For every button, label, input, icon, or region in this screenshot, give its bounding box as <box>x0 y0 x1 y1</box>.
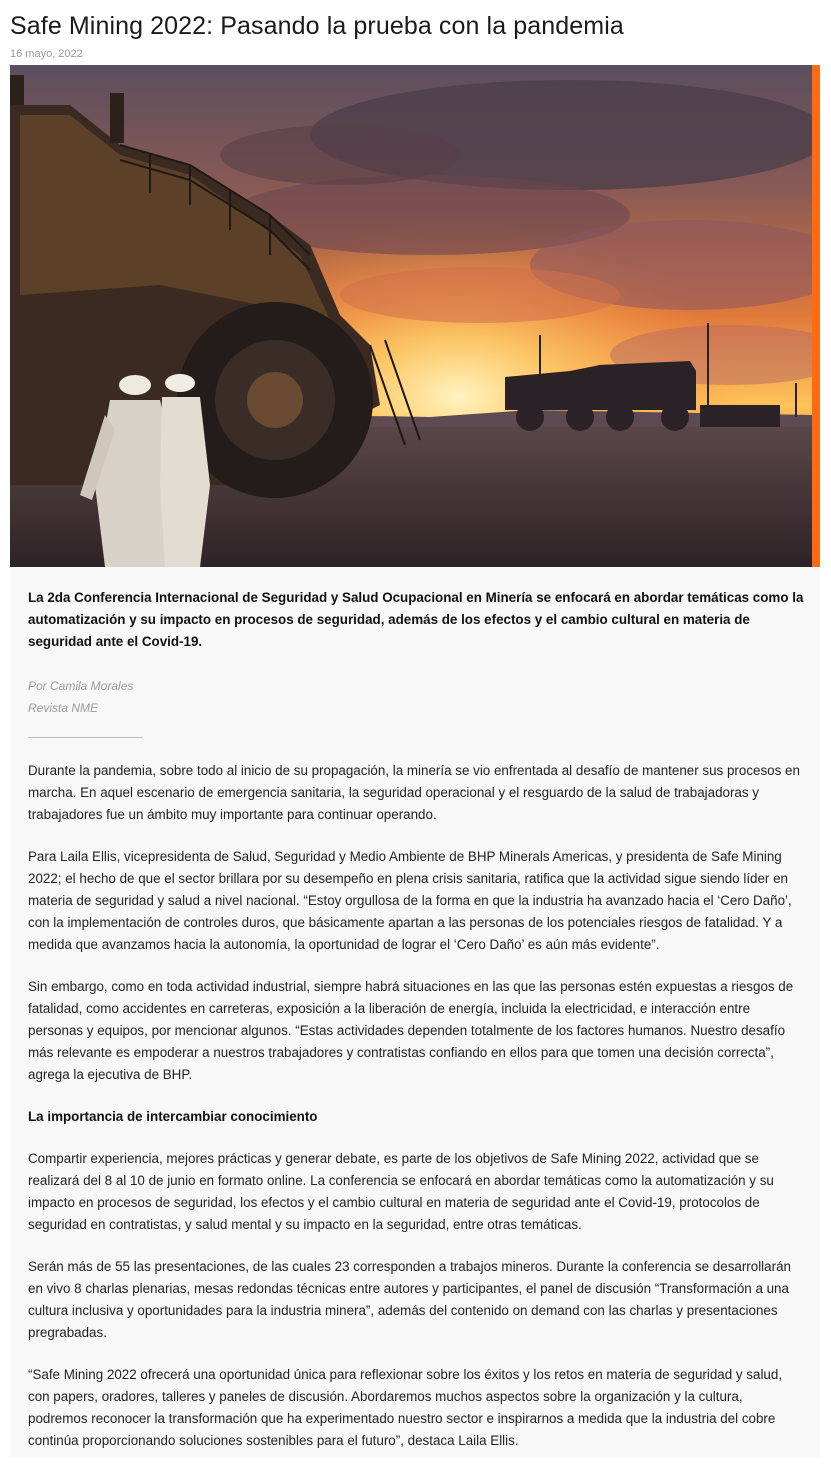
accent-bar <box>812 65 820 567</box>
article-lead: La 2da Conferencia Internacional de Seguridad y Salud Ocupacional en Minería se enfocará en abordar temáticas como la automatización y su impacto en procesos de seguridad, además de los efectos y el cambio cultural en materia de seguridad ante el Covid-19. <box>28 590 804 649</box>
body-paragraph: Durante la pandemia, sobre todo al inicio de su propagación, la minería se vio enfrentada al desafío de mantener sus procesos en marcha. En aquel escenario de emergencia sanitaria, la seguridad operacional y el resguardo de la salud de trabajadoras y trabajadores fue un ámbito muy importante para continuar operando. <box>28 763 800 822</box>
article-content <box>28 587 804 1472</box>
body-paragraph: Para Laila Ellis, vicepresidenta de Salud, Seguridad y Medio Ambiente de BHP Minerals Americas, y presidenta de Safe Mining 2022; el hecho de que el sector brillara por su desempeño en plena crisis sanitaria, ratifica que la actividad sigue siendo líder en materia de seguridad y salud a nivel nacional. “Estoy orgullosa de la forma en que la industria ha avanzado hacia el ‘Cero Daño’, con la implementación de controles duros, que básicamente apartan a las personas de los potenciales riesgos de fatalidad. Y a medida que avanzamos hacia la autonomía, la oportunidad de lograr el ‘Cero Daño’ es aún más evidente”. <box>28 849 792 952</box>
body-paragraph: Compartir experiencia, mejores prácticas y generar debate, es parte de los objetivos de Safe Mining 2022, actividad que se realizará del 8 al 10 de junio en formato online. La conferencia se enfocará en abordar temáticas como la automatización y su impacto en procesos de seguridad, los efectos y el cambio cultural en materia de seguridad ante el Covid-19, protocolos de seguridad en contratistas, y salud mental y su impacto en la seguridad, entre otras temáticas. <box>28 1151 774 1232</box>
article-title: Safe Mining 2022: Pasando la prueba con la pandemia <box>10 12 624 40</box>
publish-date: 16 mayo, 2022 <box>10 48 83 60</box>
hero-image <box>10 65 812 567</box>
section-heading: La importancia de intercambiar conocimiento <box>28 1109 318 1124</box>
author-name: Por Camila Morales <box>28 679 134 693</box>
publication-name: Revista NME <box>28 701 99 715</box>
body-paragraph: Sin embargo, como en toda actividad industrial, siempre habrá situaciones en las que las personas estén expuestas a riesgos de fatalidad, como accidentes en carreteras, exposición a la liberación de energía, incluida la electricidad, e interacción entre personas y equipos, por mencionar algunos. “Estas actividades dependen totalmente de los factores humanos. Nuestro desafío más relevante es empoderar a nuestros trabajadores y contratistas confiando en ellos para que tomen una decisión correcta”, agrega la ejecutiva de BHP. <box>28 979 794 1082</box>
article-body <box>10 567 820 1457</box>
byline-divider <box>28 737 143 738</box>
hero-photo-illustration <box>10 65 812 567</box>
byline <box>28 675 804 719</box>
body-paragraph: “Safe Mining 2022 ofrecerá una oportunidad única para reflexionar sobre los éxitos y los retos en materia de seguridad y salud, con papers, oradores, talleres y paneles de discusión. Abordaremos muchos aspectos sobre la organización y la cultura, podremos reconocer la transformación que ha experimentado nuestro sector e inspirarnos a medida que la industria del cobre continúa proporcionando soluciones sostenibles para el futuro”, destaca Laila Ellis. <box>28 1367 783 1448</box>
body-paragraph: Serán más de 55 las presentaciones, de las cuales 23 corresponden a trabajos mineros. Durante la conferencia se desarrollarán en vivo 8 charlas plenarias, mesas redondas técnicas entre autores y participantes, el panel de discusión “Transformación a una cultura inclusiva y oportunidades para la industria minera”, además del contenido on demand con las charlas y presentaciones pregrabadas. <box>28 1259 791 1340</box>
